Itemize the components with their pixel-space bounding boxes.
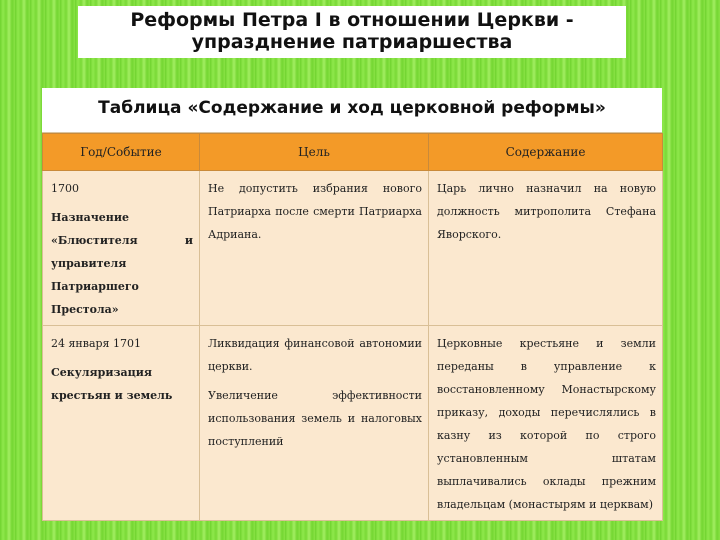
goal-paragraph: Увеличение эффективности использования земель и налоговых поступлений bbox=[208, 389, 422, 448]
year-event-cell bbox=[43, 326, 200, 521]
goal-cell bbox=[200, 326, 429, 521]
slide-title-line-1: Реформы Петра I в отношении Церкви - bbox=[130, 9, 574, 31]
reform-document bbox=[42, 88, 662, 511]
table-title: Таблица «Содержание и ход церковной реформы» bbox=[42, 88, 662, 133]
column-header-content: Содержание bbox=[429, 134, 663, 171]
table-header-row bbox=[43, 134, 663, 171]
goal-paragraph: Не допустить избрания нового Патриарха после смерти Патриарха Адриана. bbox=[208, 182, 422, 241]
row-year: 1700 bbox=[51, 182, 79, 195]
column-header-year-event: Год/Событие bbox=[43, 134, 200, 171]
row-event: Секуляризация крестьян и земель bbox=[51, 366, 173, 402]
table-row bbox=[43, 171, 663, 326]
slide-title bbox=[78, 6, 626, 58]
row-year: 24 января 1701 bbox=[51, 337, 141, 350]
content-cell: Царь лично назначил на новую должность митрополита Стефана Яворского. bbox=[429, 171, 663, 326]
content-cell: Церковные крестьяне и земли переданы в управление к восстановленному Монастырскому приказу, доходы перечислялись в казну из которой по строго установленным штатам выплачивались оклады прежним владельцам (монастырям и церквам) bbox=[429, 326, 663, 521]
table-row bbox=[43, 326, 663, 521]
goal-cell bbox=[200, 171, 429, 326]
year-event-cell bbox=[43, 171, 200, 326]
goal-paragraph: Ликвидация финансовой автономии церкви. bbox=[208, 337, 422, 373]
slide-title-line-2: упразднение патриаршества bbox=[191, 31, 513, 53]
column-header-goal: Цель bbox=[200, 134, 429, 171]
row-event: Назначение «Блюстителя и управителя Патриаршего Престола» bbox=[51, 211, 193, 316]
reform-table bbox=[42, 133, 663, 521]
